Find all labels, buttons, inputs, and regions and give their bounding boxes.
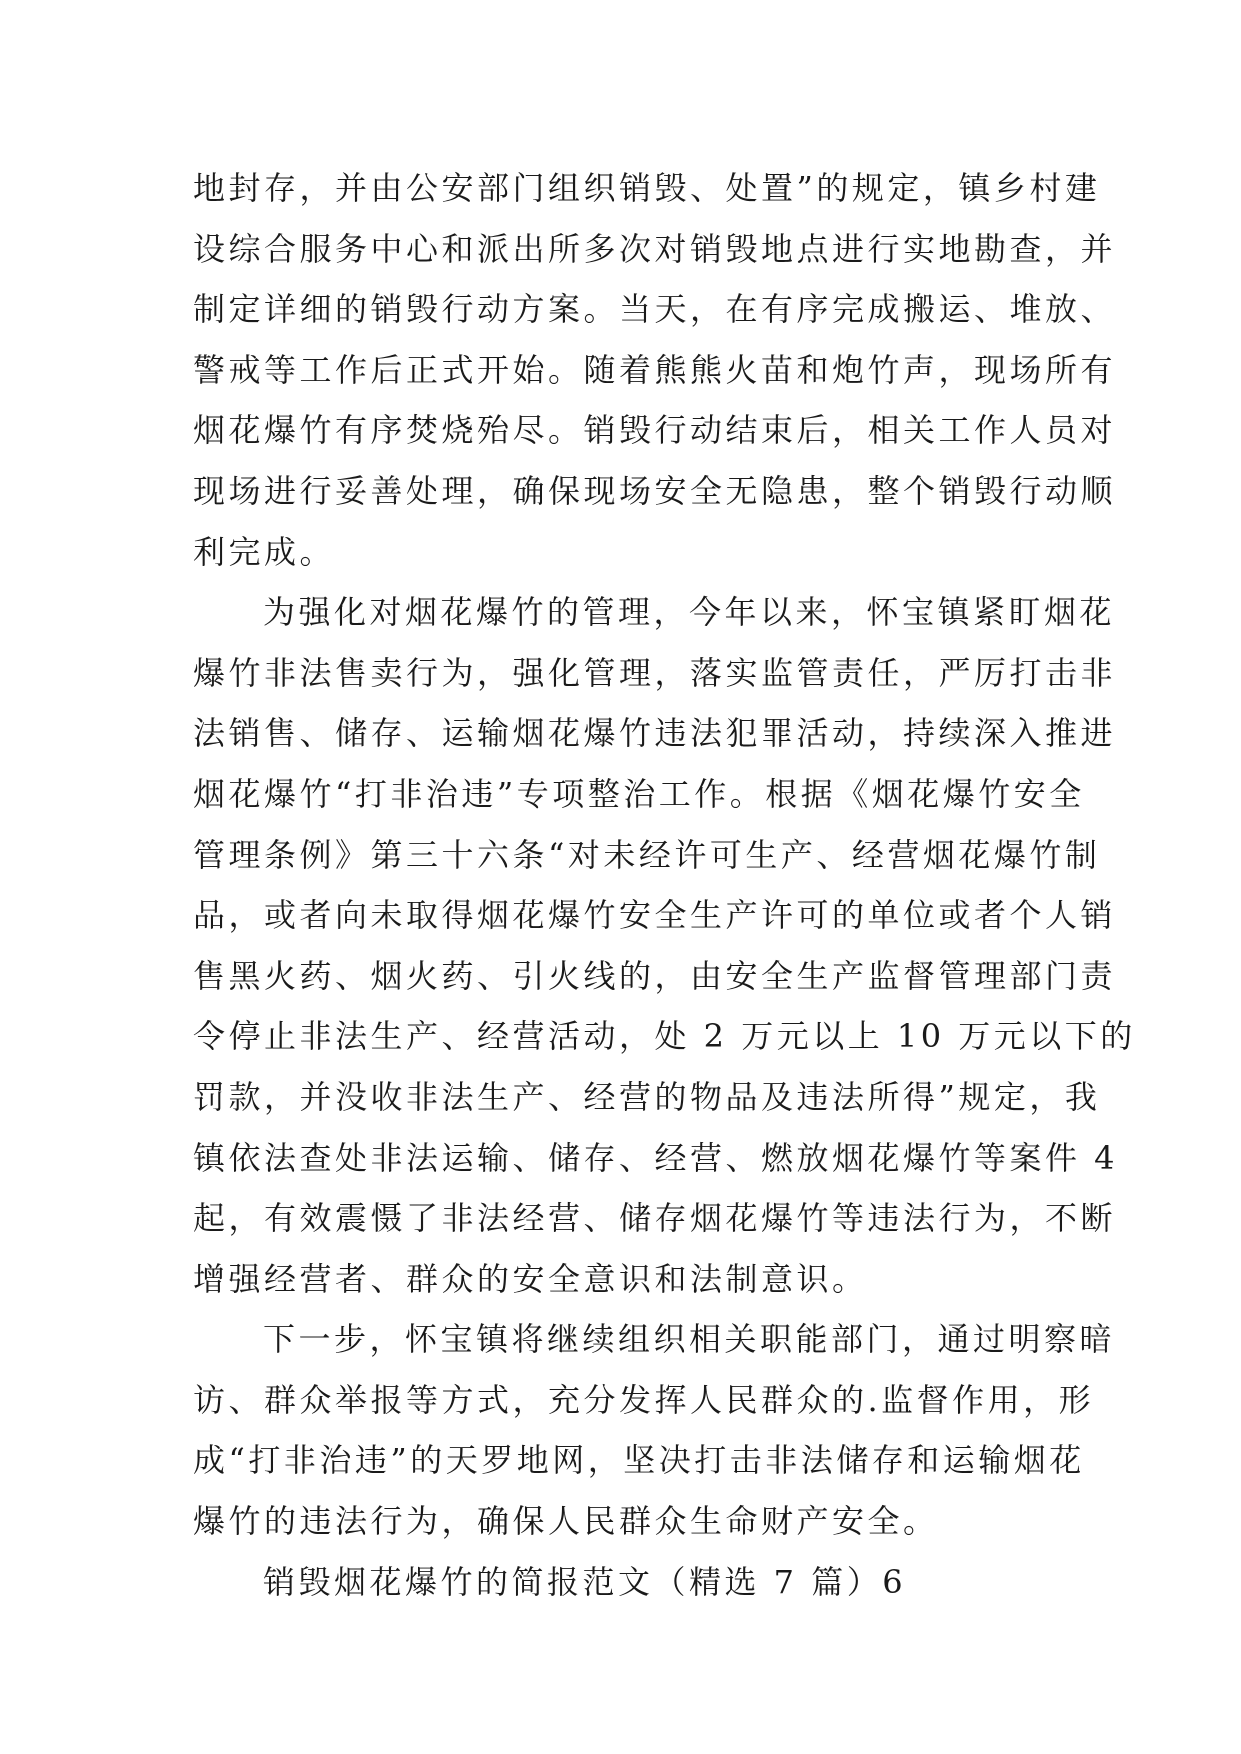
text-line: 法销售、储存、运输烟花爆竹违法犯罪活动，持续深入推进	[193, 714, 1117, 753]
paragraph-1	[193, 158, 1117, 582]
text-line: 令停止非法生产、经营活动，处 2 万元以上 10 万元以下的	[193, 1017, 1136, 1056]
text-line: 烟花爆竹有序焚烧殆尽。销毁行动结束后，相关工作人员对	[193, 411, 1117, 450]
text-line: 镇依法查处非法运输、储存、经营、燃放烟花爆竹等案件 4	[193, 1138, 1119, 1177]
text-line: 为强化对烟花爆竹的管理，今年以来，怀宝镇紧盯烟花	[263, 593, 1116, 632]
text-line: 罚款，并没收非法生产、经营的物品及违法所得”规定，我	[193, 1077, 1101, 1116]
text-line: 爆竹的违法行为，确保人民群众生命财产安全。	[193, 1502, 939, 1541]
text-line: 访、群众举报等方式，充分发挥人民群众的.监督作用，形	[193, 1380, 1095, 1419]
text-line: 销毁烟花爆竹的简报范文（精选 7 篇）6	[263, 1562, 907, 1601]
text-line: 成“打非治违”的天罗地网，坚决打击非法储存和运输烟花	[193, 1441, 1085, 1480]
text-line: 制定详细的销毁行动方案。当天，在有序完成搬运、堆放、	[193, 290, 1117, 329]
section-heading	[193, 1552, 1053, 1613]
document-body	[193, 158, 1136, 1612]
text-line: 现场进行妥善处理，确保现场安全无隐患，整个销毁行动顺	[193, 471, 1117, 510]
text-line: 品，或者向未取得烟花爆竹安全生产许可的单位或者个人销	[193, 896, 1117, 935]
paragraph-2	[193, 582, 1136, 1309]
text-line: 起，有效震慑了非法经营、储存烟花爆竹等违法行为，不断	[193, 1199, 1117, 1238]
text-line: 烟花爆竹“打非治违”专项整治工作。根据《烟花爆竹安全	[193, 774, 1085, 813]
text-line: 售黑火药、烟火药、引火线的，由安全生产监督管理部门责	[193, 956, 1117, 995]
text-line: 下一步，怀宝镇将继续组织相关职能部门，通过明察暗	[263, 1320, 1116, 1359]
text-line: 地封存，并由公安部门组织销毁、处置”的规定，镇乡村建	[193, 169, 1101, 207]
text-line: 管理条例》第三十六条“对未经许可生产、经营烟花爆竹制	[193, 835, 1101, 874]
text-line: 警戒等工作后正式开始。随着熊熊火苗和炮竹声，现场所有	[193, 350, 1117, 389]
paragraph-3	[193, 1309, 1116, 1551]
text-line: 增强经营者、群众的安全意识和法制意识。	[193, 1259, 868, 1298]
text-line: 爆竹非法售卖行为，强化管理，落实监管责任，严厉打击非	[193, 653, 1117, 692]
text-line: 利完成。	[193, 532, 336, 571]
text-line: 设综合服务中心和派出所多次对销毁地点进行实地勘查，并	[193, 229, 1117, 268]
